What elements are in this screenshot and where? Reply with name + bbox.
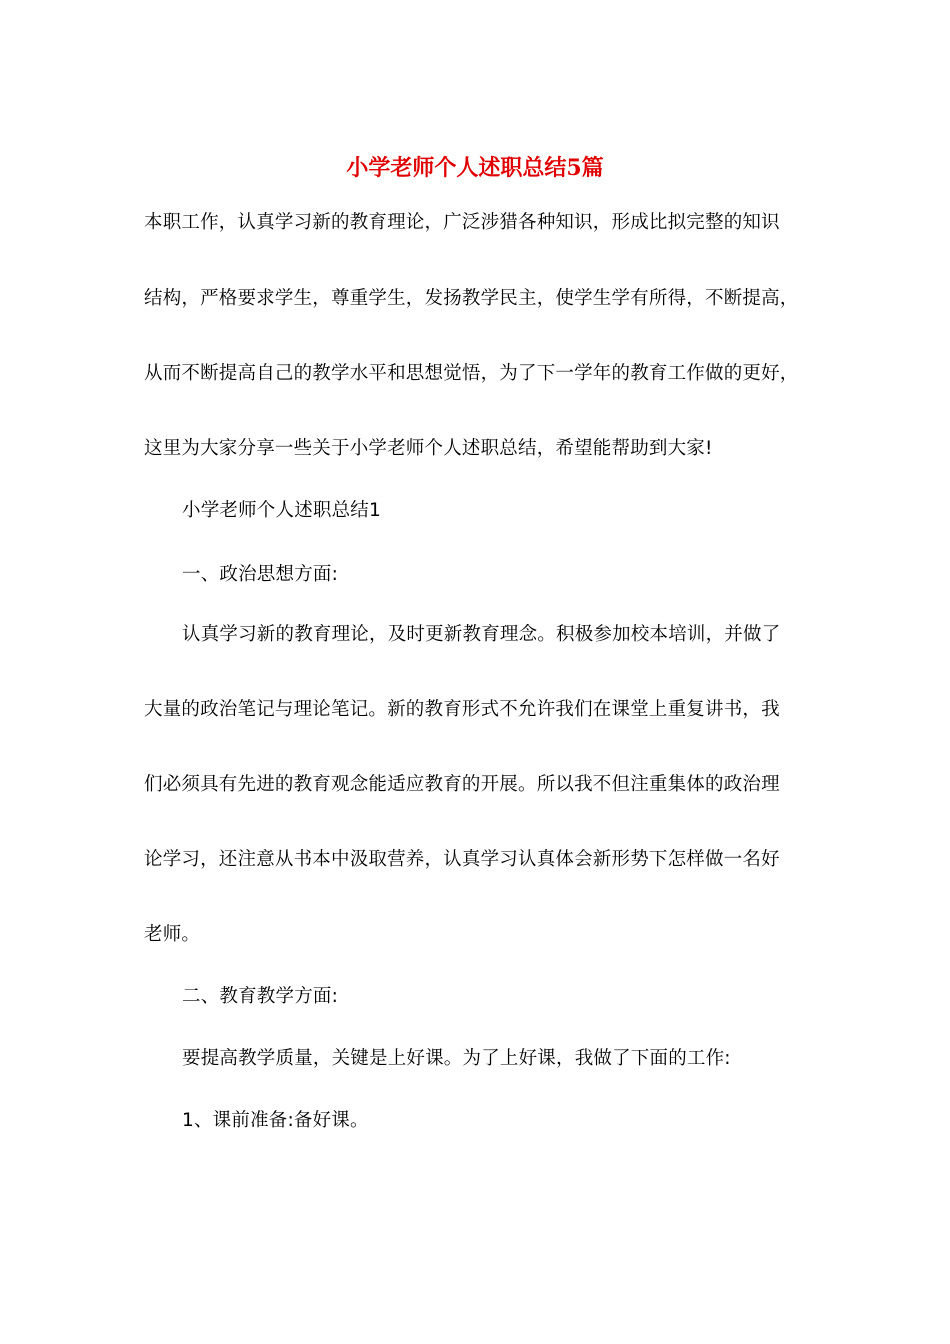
paragraph-line: 大量的政治笔记与理论笔记。新的教育形式不允许我们在课堂上重复讲书，我	[144, 699, 780, 720]
paragraph-line: 论学习，还注意从书本中汲取营养，认真学习认真体会新形势下怎样做一名好	[144, 849, 780, 870]
paragraph-line: 本职工作，认真学习新的教育理论，广泛涉猎各种知识，形成比拟完整的知识	[144, 212, 780, 233]
paragraph-line: 老师。	[144, 924, 201, 945]
paragraph-line: 认真学习新的教育理论，及时更新教育理念。积极参加校本培训，并做了	[182, 624, 781, 645]
paragraph-line: 要提高教学质量，关键是上好课。为了上好课，我做了下面的工作:	[182, 1048, 731, 1069]
paragraph-line: 结构，严格要求学生，尊重学生，发扬教学民主，使学生学有所得，不断提高，	[144, 288, 799, 309]
subsection-heading: 二、教育教学方面:	[182, 986, 339, 1007]
section-heading: 小学老师个人述职总结1	[182, 500, 381, 521]
subsection-heading: 一、政治思想方面:	[182, 564, 339, 585]
paragraph-line: 们必须具有先进的教育观念能适应教育的开展。所以我不但注重集体的政治理	[144, 774, 780, 795]
paragraph-line: 这里为大家分享一些关于小学老师个人述职总结，希望能帮助到大家!	[144, 438, 713, 459]
document-title: 小学老师个人述职总结5篇	[346, 155, 604, 181]
list-item: 1、课前准备:备好课。	[182, 1110, 369, 1131]
paragraph-line: 从而不断提高自己的教学水平和思想觉悟，为了下一学年的教育工作做的更好，	[144, 363, 799, 384]
